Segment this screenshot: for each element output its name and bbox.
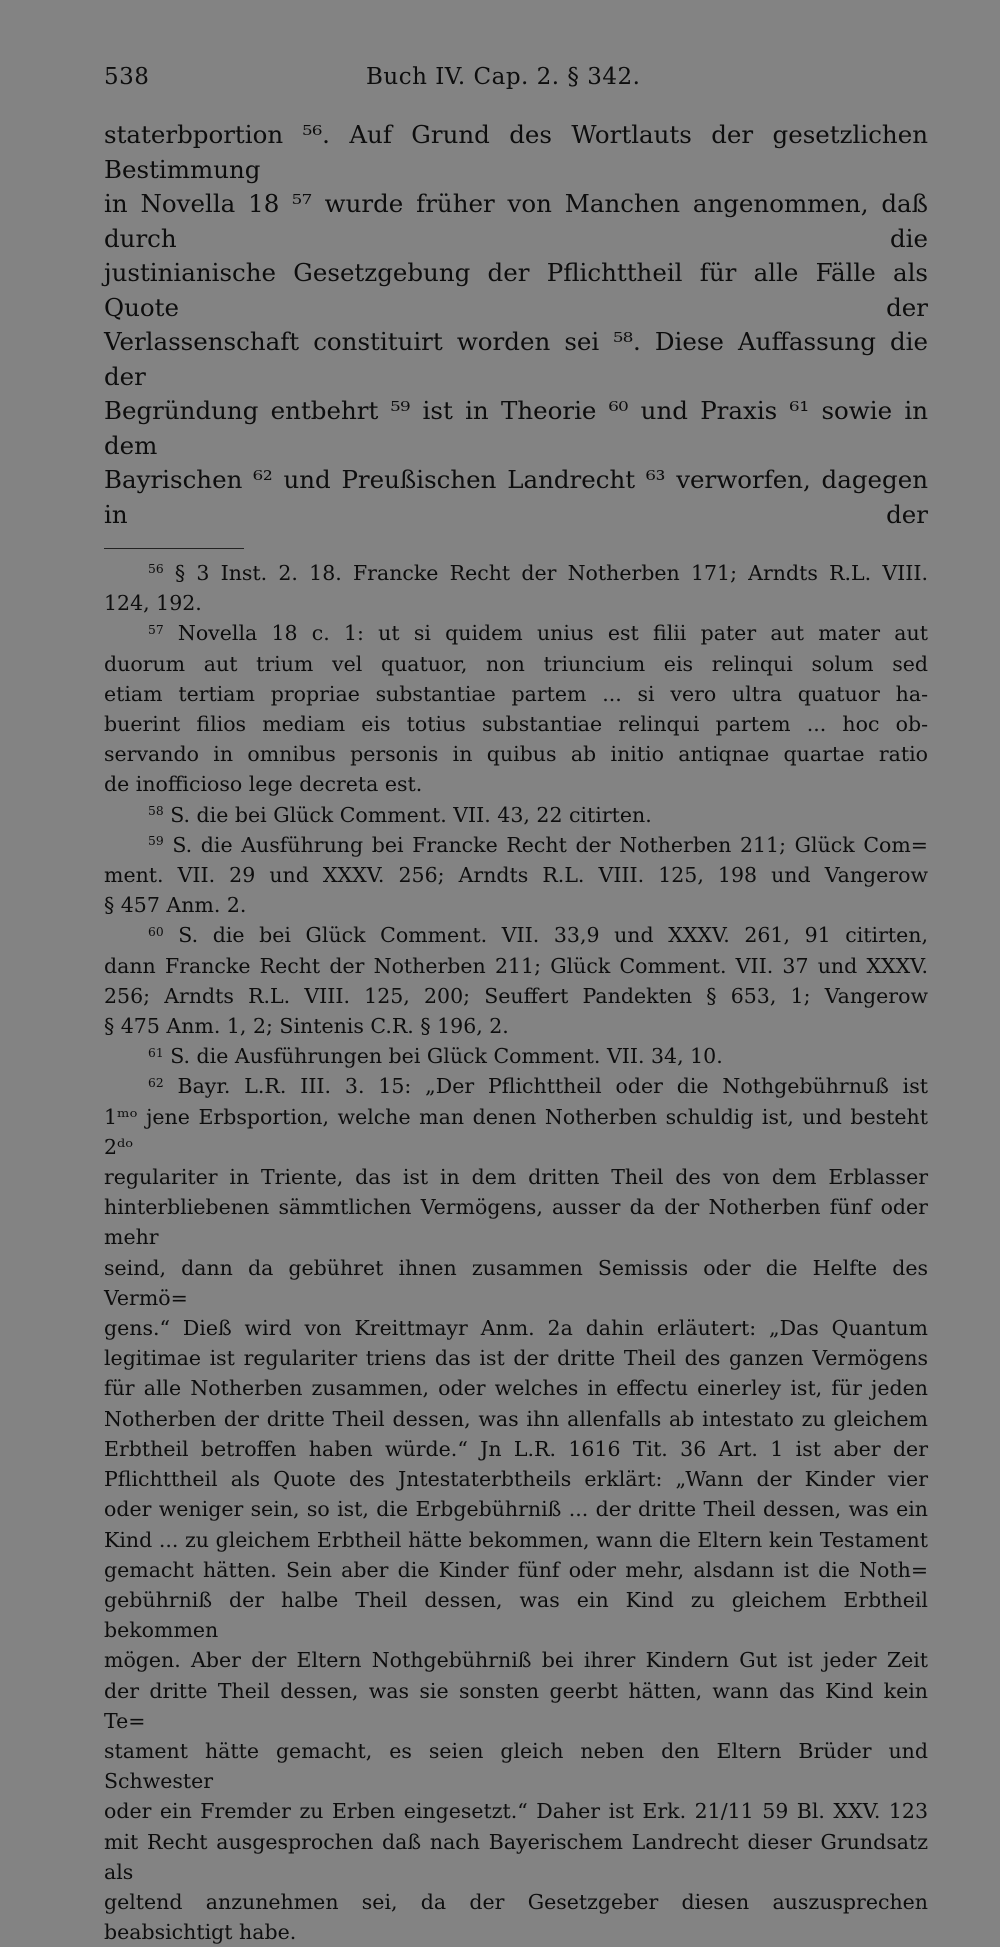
footnote-58	[104, 800, 928, 830]
footnote-text: 124, 192.	[104, 591, 202, 616]
footnote-line	[104, 1313, 928, 1343]
book-page	[104, 64, 928, 1947]
footnote-text: gebührniß der halbe Theil dessen, was ein Kind zu gleichem Erbtheil bekommen	[104, 1587, 928, 1643]
footnote-line	[104, 1827, 928, 1887]
footnote-line	[104, 1343, 928, 1373]
main-text-line: Begründung entbehrt ⁵⁹ ist in Theorie ⁶⁰ und Praxis ⁶¹ sowie in dem	[104, 396, 928, 460]
footnote-59	[104, 830, 928, 921]
footnote-60	[104, 920, 928, 1041]
main-text-line: Bayrischen ⁶² und Preußischen Landrecht ⁶³ verworfen, dagegen in der	[104, 465, 928, 529]
footnote-line	[104, 1434, 928, 1464]
page-number: 538	[104, 64, 150, 90]
footnote-text: für alle Notherben zusammen, oder welches in effectu einerley ist, für jeden	[104, 1376, 928, 1401]
footnote-text: gens.“ Dieß wird von Kreittmayr Anm. 2a dahin erläutert: „Das Quantum	[104, 1316, 928, 1341]
footnote-text: etiam tertiam propriae substantiae partem ... si vero ultra quatuor ha-	[104, 681, 928, 706]
footnote-text: § 457 Anm. 2.	[104, 893, 247, 918]
footnote-text: buerint filios mediam eis totius substantiae relinqui partem ... hoc ob-	[104, 712, 928, 737]
footnote-text: oder ein Fremder zu Erben eingesetzt.“ Daher ist Erk. 21/11 59 Bl. XXV. 123	[104, 1799, 928, 1824]
footnote-line	[104, 679, 928, 709]
main-text-line: staterbportion ⁵⁶. Auf Grund des Wortlauts der gesetzlichen Bestimmung	[104, 120, 928, 184]
footnote-line	[104, 739, 928, 769]
footnote-line	[104, 649, 928, 679]
footnote-line	[104, 860, 928, 890]
footnote-line	[104, 769, 928, 799]
footnote-text: S. die bei Glück Comment. VII. 33,9 und XXXV. 261, 91 citirten,	[178, 923, 928, 948]
footnote-text: S. die bei Glück Comment. VII. 43, 22 citirten.	[170, 802, 652, 827]
footnote-line	[104, 1645, 928, 1675]
footnote-line	[104, 951, 928, 981]
footnote-text: duorum aut trium vel quatuor, non triuncium eis relinqui solum sed	[104, 651, 928, 676]
footnote-line	[104, 1525, 928, 1555]
footnote-text: S. die Ausführungen bei Glück Comment. VII. 34, 10.	[170, 1044, 723, 1069]
main-text-line: Verlassenschaft constituirt worden sei ⁵⁸. Diese Auffassung die der	[104, 327, 928, 391]
footnote-line	[104, 1373, 928, 1403]
footnote-line	[104, 1011, 928, 1041]
footnote-line: $^{58}$ S. die bei Glück Comment. VII. 43, 22 citirten.	[148, 802, 652, 827]
footnote-text: mit Recht ausgesprochen daß nach Bayerischem Landrecht dieser Grundsatz als	[104, 1829, 928, 1884]
main-text-line: justinianische Gesetzgebung der Pflichttheil für alle Fälle als Quote der	[104, 258, 928, 322]
footnote-text: regulariter in Triente, das ist in dem dritten Theil des von dem Erblasser	[104, 1165, 928, 1190]
footnote-text: mögen. Aber der Eltern Nothgebührniß bei ihrer Kindern Gut ist jeder Zeit	[104, 1648, 928, 1673]
main-text	[104, 118, 928, 532]
footnote-text: Novella 18 c. 1: ut si quidem unius est filii pater aut mater aut	[177, 621, 928, 646]
footnote-text: Bayr. L.R. III. 3. 15: „Der Pflichttheil oder die Nothgebührnuß ist	[177, 1074, 928, 1099]
footnote-line	[104, 1102, 928, 1162]
footnote-line: $^{57}$ Novella 18 c. 1: ut si quidem unius est filii pater aut mater aut	[148, 621, 928, 646]
footnote-text: stament hätte gemacht, es seien gleich neben den Eltern Brüder und Schwester	[104, 1738, 928, 1794]
footnote-text: der dritte Theil dessen, was sie sonsten geerbt hätten, wann das Kind kein Te=	[104, 1678, 928, 1733]
footnote-text: hinterbliebenen sämmtlichen Vermögens, ausser da der Notherben fünf oder mehr	[104, 1195, 928, 1250]
footnote-61	[104, 1041, 928, 1071]
footnote-text: geltend anzunehmen sei, da der Gesetzgeber diesen auszusprechen beabsichtigt habe.	[104, 1889, 928, 1945]
footnote-text: 1ᵐᵒ jene Erbsportion, welche man denen Notherben schuldig ist, und besteht 2ᵈᵒ	[104, 1104, 928, 1159]
footnote-text: § 475 Anm. 1, 2; Sintenis C.R. § 196, 2.	[104, 1014, 509, 1039]
footnote-text: de inofficioso lege decreta est.	[104, 772, 423, 797]
footnote-text: 256; Arndts R.L. VIII. 125, 200; Seuffert Pandekten § 653, 1; Vangerow	[104, 983, 928, 1008]
footnote-text: Notherben der dritte Theil dessen, was ihn allenfalls ab intestato zu gleichem	[104, 1406, 928, 1431]
footnote-line: $^{56}$ § 3 Inst. 2. 18. Francke Recht der Notherben 171; Arndts R.L. VIII.	[148, 561, 928, 585]
footnote-text: seind, dann da gebühret ihnen zusammen Semissis oder die Helfte des Vermö=	[104, 1255, 928, 1310]
footnote-separator	[104, 548, 244, 549]
footnote-line: $^{59}$ S. die Ausführung bei Francke Recht der Notherben 211; Glück Com=	[148, 832, 928, 857]
footnote-text: Erbtheil betroffen haben würde.“ Jn L.R. 1616 Tit. 36 Art. 1 ist aber der	[104, 1436, 928, 1461]
footnote-line	[104, 1676, 928, 1736]
footnotes	[104, 558, 928, 1947]
main-text-line: in Novella 18 ⁵⁷ wurde früher von Manchen angenommen, daß durch die	[104, 189, 928, 253]
footnote-line	[104, 1796, 928, 1826]
footnote-62	[104, 1071, 928, 1947]
footnote-line	[104, 1555, 928, 1585]
footnote-text: servando in omnibus personis in quibus ab initio antiqnae quartae ratio	[104, 742, 928, 767]
footnote-line	[104, 1494, 928, 1524]
footnote-line	[104, 890, 928, 920]
footnote-text: gemacht hätten. Sein aber die Kinder fünf oder mehr, alsdann ist die Noth=	[104, 1557, 928, 1582]
footnote-line	[104, 1404, 928, 1434]
footnote-line	[104, 1253, 928, 1313]
footnote-line	[104, 588, 928, 618]
footnote-line	[104, 1464, 928, 1494]
footnote-line	[104, 1585, 928, 1645]
footnote-text: § 3 Inst. 2. 18. Francke Recht der Notherben 171; Arndts R.L. VIII.	[174, 561, 928, 585]
footnote-57	[104, 618, 928, 799]
footnote-line	[104, 1736, 928, 1796]
footnote-56	[104, 558, 928, 618]
footnote-line	[104, 1887, 928, 1947]
footnote-line	[104, 1192, 928, 1252]
footnote-text: ment. VII. 29 und XXXV. 256; Arndts R.L. VIII. 125, 198 und Vangerow	[104, 863, 928, 888]
footnote-text: legitimae ist regulariter triens das ist der dritte Theil des ganzen Vermögens	[104, 1346, 928, 1371]
footnote-text: S. die Ausführung bei Francke Recht der Notherben 211; Glück Com=	[172, 832, 928, 857]
footnote-text: oder weniger sein, so ist, die Erbgebührniß ... der dritte Theil dessen, was ein	[104, 1497, 928, 1522]
page-header	[104, 64, 928, 104]
footnote-line	[104, 1162, 928, 1192]
footnote-line: $^{60}$ S. die bei Glück Comment. VII. 33,9 und XXXV. 261, 91 citirten,	[148, 923, 928, 948]
footnote-line	[104, 709, 928, 739]
footnote-text: Pflichttheil als Quote des Jntestaterbtheils erklärt: „Wann der Kinder vier	[104, 1467, 928, 1492]
footnote-text: dann Francke Recht der Notherben 211; Glück Comment. VII. 37 und XXXV.	[104, 953, 928, 978]
footnote-text: Kind ... zu gleichem Erbtheil hätte bekommen, wann die Eltern kein Testament	[104, 1527, 928, 1552]
running-title: Buch IV. Cap. 2. § 342.	[366, 64, 641, 90]
footnote-line	[104, 981, 928, 1011]
footnote-line: $^{62}$ Bayr. L.R. III. 3. 15: „Der Pflichttheil oder die Nothgebührnuß ist	[148, 1074, 928, 1099]
footnote-line: $^{61}$ S. die Ausführungen bei Glück Comment. VII. 34, 10.	[148, 1044, 723, 1069]
